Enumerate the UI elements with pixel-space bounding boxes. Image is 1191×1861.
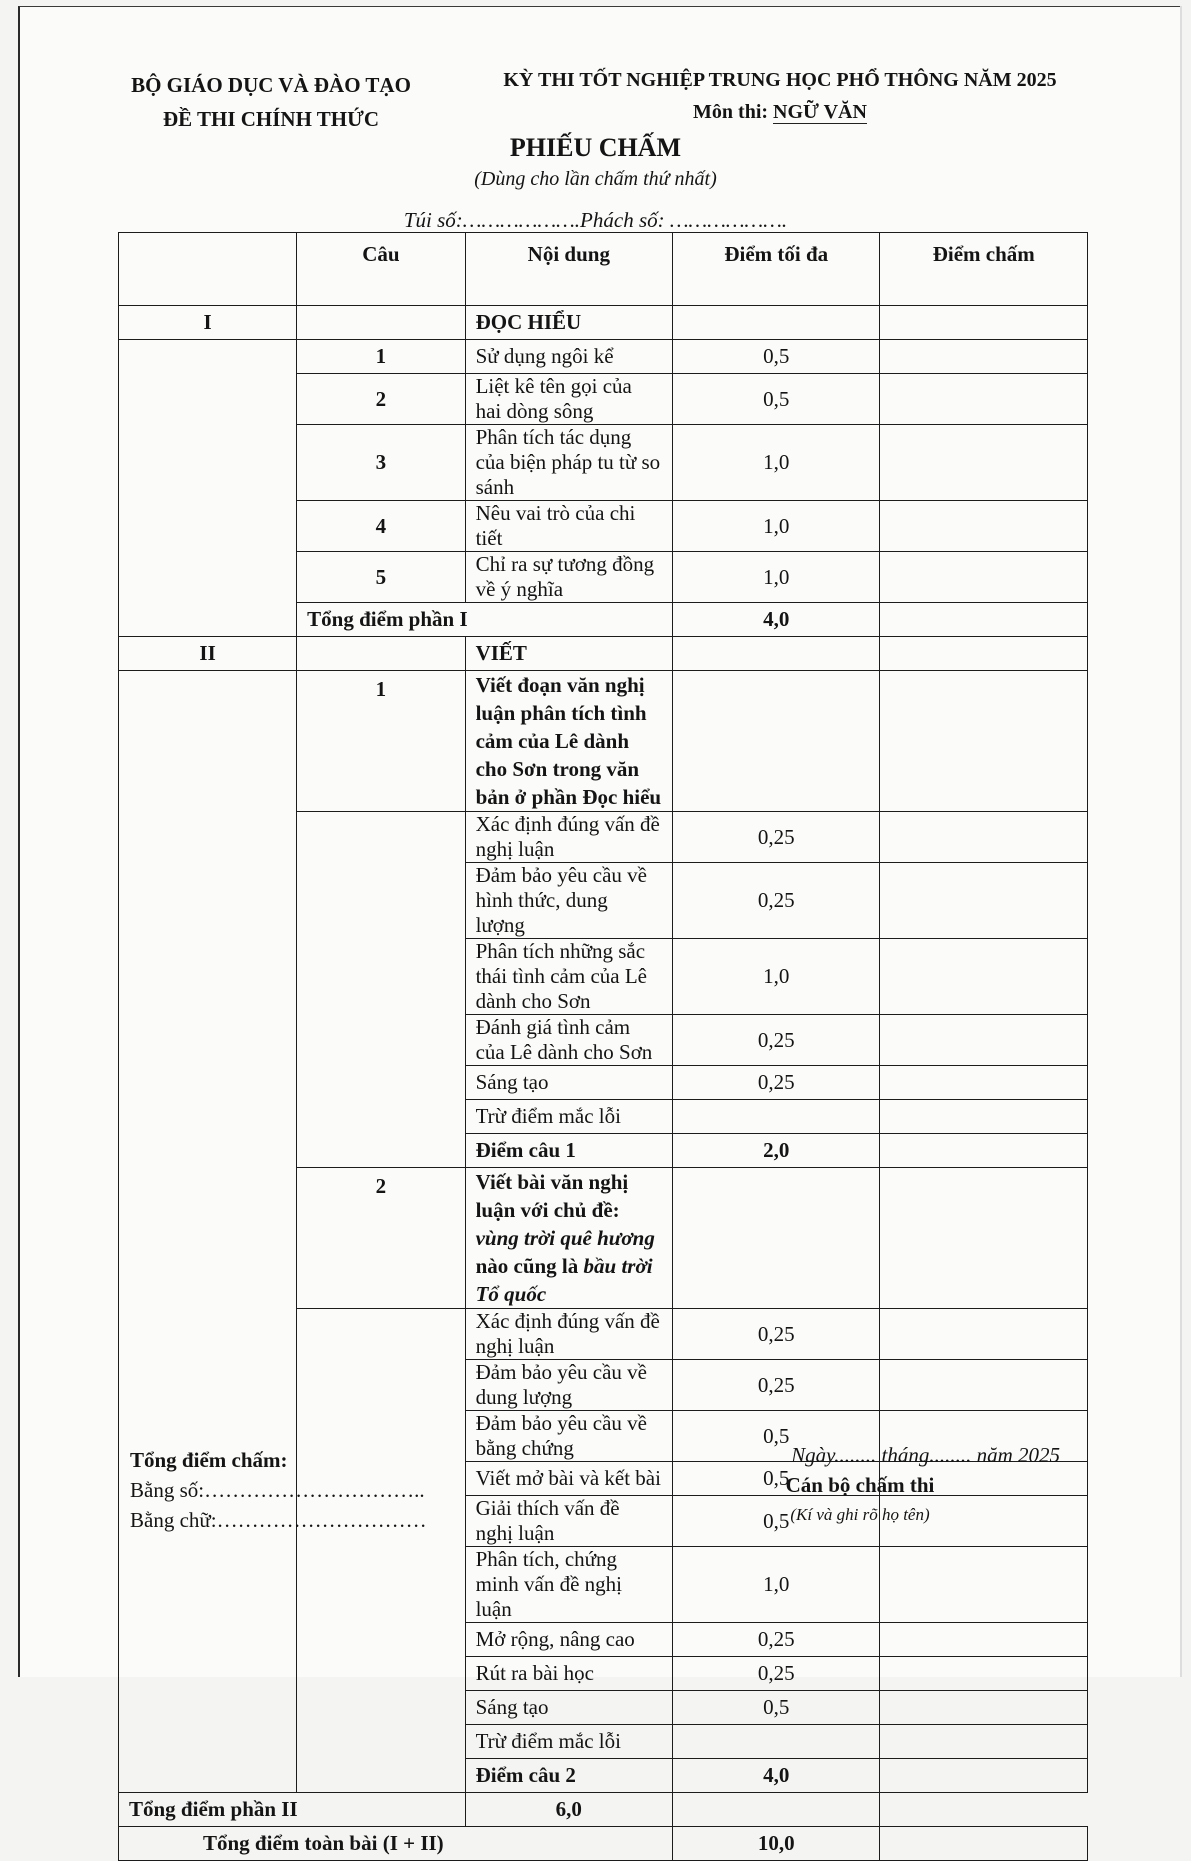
grand-total-row bbox=[119, 1827, 1088, 1861]
date-line: Ngày........ tháng........ năm 2025 bbox=[791, 1443, 1060, 1467]
score-cell[interactable] bbox=[880, 1015, 1088, 1066]
table-row: Đảm bảo yêu cầu về hình thức, dung lượng 0,25 bbox=[119, 863, 1088, 939]
table-row: 2 Liệt kê tên gọi của hai dòng sông 0,5 bbox=[119, 374, 1088, 425]
part2-total: 6,0 bbox=[465, 1793, 672, 1827]
table-row: Đảm bảo yêu cầu về dung lượng 0,25 bbox=[119, 1360, 1088, 1411]
q1-prompt: Viết đoạn văn nghị luận phân tích tình cảm của Lê dành cho Sơn trong văn bản ở phần Đọc hiểu bbox=[465, 671, 672, 812]
table-row: Đánh giá tình cảm của Lê dành cho Sơn 0,25 bbox=[119, 1015, 1088, 1066]
score-cell[interactable] bbox=[880, 552, 1088, 603]
part2-total-row bbox=[119, 1793, 1088, 1827]
part1-title: ĐỌC HIỂU bbox=[465, 306, 672, 340]
total-score-label: Tổng điểm chấm: bbox=[130, 1448, 288, 1472]
part2-total-label: Tổng điểm phần II bbox=[119, 1793, 466, 1827]
score-cell[interactable] bbox=[880, 1759, 1088, 1793]
grand-total: 10,0 bbox=[673, 1827, 880, 1861]
header-question: Câu bbox=[297, 233, 465, 306]
page-subtitle: (Dùng cho lần chấm thứ nhất) bbox=[474, 168, 717, 190]
table-row: Rút ra bài học 0,25 bbox=[119, 1657, 1088, 1691]
score-cell[interactable] bbox=[880, 374, 1088, 425]
score-cell[interactable] bbox=[880, 1657, 1088, 1691]
table-row: Phân tích, chứng minh vấn đề nghị luận 1,0 bbox=[119, 1547, 1088, 1623]
score-cell[interactable] bbox=[880, 637, 1088, 671]
header-max-score: Điểm tối đa bbox=[673, 233, 880, 306]
score-cell[interactable] bbox=[880, 501, 1088, 552]
ministry-name: BỘ GIÁO DỤC VÀ ĐÀO TẠO bbox=[131, 73, 411, 97]
q1-number: 1 bbox=[297, 671, 465, 812]
table-row: Đảm bảo yêu cầu về bằng chứng 0,5 bbox=[119, 1411, 1088, 1462]
q2-number: 2 bbox=[297, 1168, 465, 1309]
q2-prompt: Viết bài văn nghị luận với chủ đề: vùng trời quê hương nào cũng là bầu trời Tổ quốc bbox=[465, 1168, 672, 1309]
header-section-cell bbox=[119, 233, 297, 306]
q1-total-label: Điểm câu 1 bbox=[465, 1134, 672, 1168]
score-cell[interactable] bbox=[880, 1360, 1088, 1411]
subject-label: Môn thi: bbox=[693, 101, 769, 123]
score-in-words: Bằng chữ:………………………… bbox=[130, 1508, 427, 1532]
table-row: Xác định đúng vấn đề nghị luận 0,25 bbox=[119, 812, 1088, 863]
q2-total: 4,0 bbox=[673, 1759, 880, 1793]
part1-roman: I bbox=[119, 306, 297, 340]
score-cell[interactable] bbox=[880, 671, 1088, 812]
table-row: 4 Nêu vai trò của chi tiết 1,0 bbox=[119, 501, 1088, 552]
score-cell[interactable] bbox=[880, 812, 1088, 863]
subject-value: NGỮ VĂN bbox=[773, 101, 867, 123]
table-row: Mở rộng, nâng cao 0,25 bbox=[119, 1623, 1088, 1657]
table-row: Giải thích vấn đề nghị luận 0,5 bbox=[119, 1496, 1088, 1547]
table-row: 3 Phân tích tác dụng của biện pháp tu từ so sánh 1,0 bbox=[119, 425, 1088, 501]
header-score: Điểm chấm bbox=[880, 233, 1088, 306]
score-cell[interactable] bbox=[880, 340, 1088, 374]
grand-total-label: Tổng điểm toàn bài (I + II) bbox=[119, 1827, 673, 1861]
score-cell[interactable] bbox=[880, 1168, 1088, 1309]
table-row: Trừ điểm mắc lỗi bbox=[119, 1725, 1088, 1759]
part1-total-label: Tổng điểm phần I bbox=[297, 603, 673, 637]
score-cell[interactable] bbox=[880, 1623, 1088, 1657]
footer-right bbox=[660, 1440, 1060, 1530]
table-row: Sáng tạo 0,5 bbox=[119, 1691, 1088, 1725]
score-cell[interactable] bbox=[880, 1100, 1088, 1134]
score-cell[interactable] bbox=[673, 1793, 880, 1827]
subject-line bbox=[460, 96, 1100, 128]
score-cell[interactable] bbox=[880, 1309, 1088, 1360]
score-cell[interactable] bbox=[880, 1691, 1088, 1725]
q2-total-label: Điểm câu 2 bbox=[465, 1759, 672, 1793]
page-title: PHIẾU CHẤM bbox=[509, 133, 682, 162]
header-content: Nội dung bbox=[465, 233, 672, 306]
sign-note: (Kí và ghi rõ họ tên) bbox=[790, 1505, 930, 1524]
score-cell[interactable] bbox=[880, 863, 1088, 939]
header-left bbox=[96, 68, 446, 136]
score-cell[interactable] bbox=[880, 939, 1088, 1015]
q1-prompt-row bbox=[119, 671, 1088, 812]
table-row: 5 Chỉ ra sự tương đồng về ý nghĩa 1,0 bbox=[119, 552, 1088, 603]
table-row: Viết mở bài và kết bài 0,5 bbox=[119, 1462, 1088, 1496]
table-row: Sáng tạo 0,25 bbox=[119, 1066, 1088, 1100]
score-cell[interactable] bbox=[880, 425, 1088, 501]
score-cell[interactable] bbox=[880, 1725, 1088, 1759]
bag-number-line: Túi số:……………….Phách số: ………………. bbox=[403, 208, 788, 232]
table-header-row bbox=[119, 233, 1088, 306]
score-cell[interactable] bbox=[880, 1066, 1088, 1100]
score-cell[interactable] bbox=[880, 1134, 1088, 1168]
score-table bbox=[118, 232, 1088, 1861]
doc-type: ĐỀ THI CHÍNH THỨC bbox=[162, 107, 380, 131]
part1-title-row bbox=[119, 306, 1088, 340]
q1-total: 2,0 bbox=[673, 1134, 880, 1168]
signer-title: Cán bộ chấm thi bbox=[785, 1473, 935, 1497]
header-right bbox=[460, 64, 1100, 128]
score-cell[interactable] bbox=[880, 1827, 1088, 1861]
score-cell[interactable] bbox=[880, 1547, 1088, 1623]
score-cell[interactable] bbox=[880, 306, 1088, 340]
part2-roman: II bbox=[119, 637, 297, 671]
score-in-numbers: Bằng số:………………………….. bbox=[130, 1478, 425, 1502]
footer-left bbox=[130, 1445, 427, 1535]
part2-title-row bbox=[119, 637, 1088, 671]
table-row: Phân tích những sắc thái tình cảm của Lê dành cho Sơn 1,0 bbox=[119, 939, 1088, 1015]
score-cell[interactable] bbox=[880, 603, 1088, 637]
table-row: Xác định đúng vấn đề nghị luận 0,25 bbox=[119, 1309, 1088, 1360]
part1-total: 4,0 bbox=[673, 603, 880, 637]
table-row: Trừ điểm mắc lỗi bbox=[119, 1100, 1088, 1134]
part2-title: VIẾT bbox=[465, 637, 672, 671]
table-row: 1 Sử dụng ngôi kể 0,5 bbox=[119, 340, 1088, 374]
exam-name: KỲ THI TỐT NGHIỆP TRUNG HỌC PHỔ THÔNG NĂM 2025 bbox=[503, 69, 1057, 91]
